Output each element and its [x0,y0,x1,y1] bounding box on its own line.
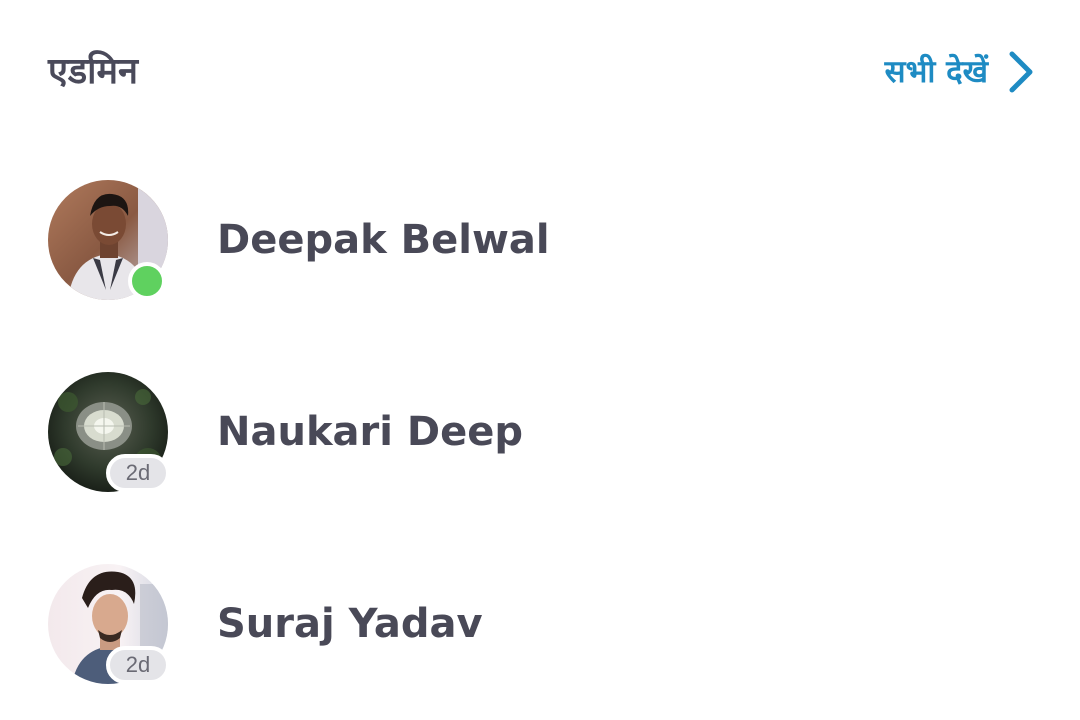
last-seen-badge: 2d [106,646,170,684]
admins-section-header [0,0,1080,140]
chevron-right-icon [1006,50,1036,94]
admin-name: Suraj Yadav [217,601,483,647]
avatar-container [48,372,168,492]
admin-name: Deepak Belwal [217,217,550,263]
admin-list-item[interactable] [0,332,1080,524]
see-all-label: सभी देखें [884,54,988,90]
section-title: एडमिन [48,51,139,92]
admin-list-item[interactable] [0,524,1080,716]
avatar-container [48,180,168,300]
last-seen-badge: 2d [106,454,170,492]
online-status-indicator [128,262,166,300]
admin-list-item[interactable] [0,140,1080,332]
avatar-container [48,564,168,684]
admin-name: Naukari Deep [217,409,523,455]
see-all-link[interactable] [885,46,1036,98]
